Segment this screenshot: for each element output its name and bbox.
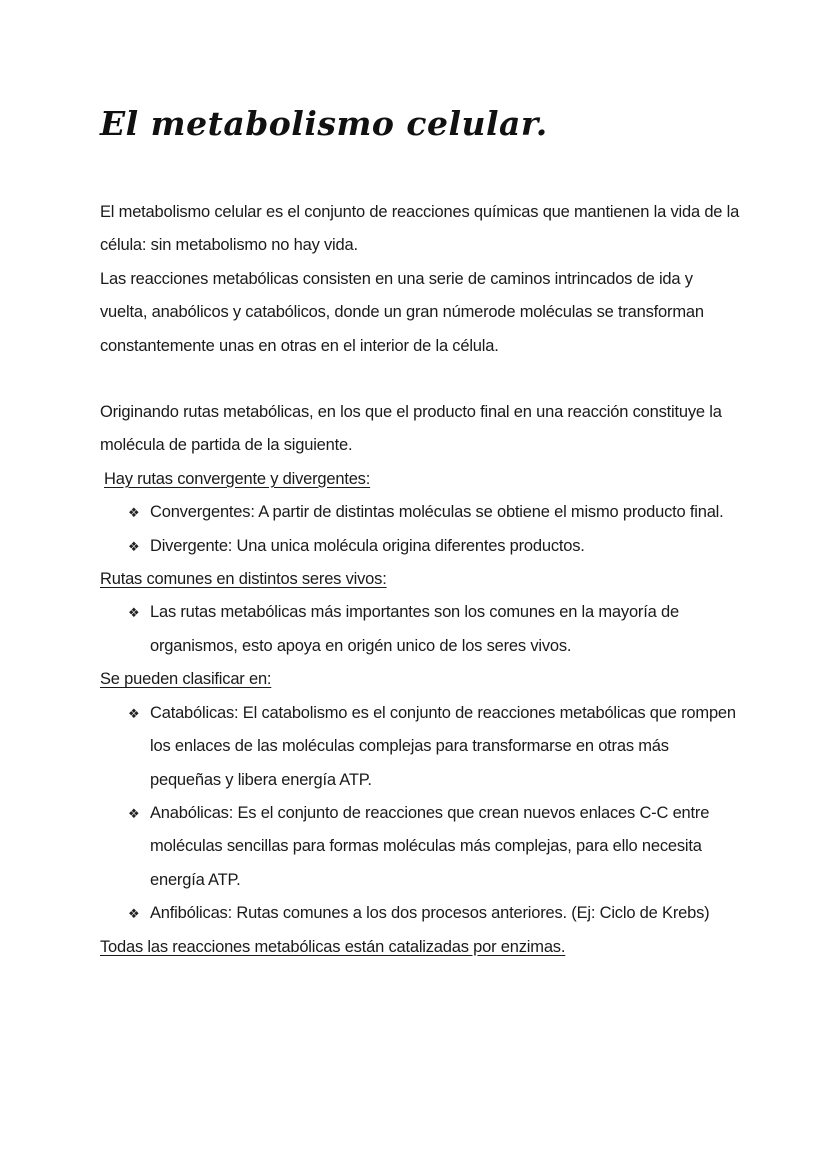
list-item: ❖ Convergentes: A partir de distintas moléculas se obtiene el mismo producto final. [100, 496, 740, 529]
section-heading-common-routes: Rutas comunes en distintos seres vivos: [100, 570, 387, 589]
diamond-bullet-icon: ❖ [128, 705, 140, 721]
section-heading-classification: Se pueden clasificar en: [100, 670, 272, 689]
spacer [100, 363, 740, 396]
list-item: ❖ Anfibólicas: Rutas comunes a los dos procesos anteriores. (Ej: Ciclo de Krebs) [100, 897, 740, 930]
list-item: ❖ Anabólicas: Es el conjunto de reacciones que crean nuevos enlaces C-C entre moléculas sencillas para formas moléculas más complejas, para ello necesita energía ATP. [100, 797, 740, 897]
intro-paragraph-1: El metabolismo celular es el conjunto de reacciones químicas que mantienen la vida de la célula: sin metabolismo no hay vida. [100, 203, 740, 255]
diamond-bullet-icon: ❖ [128, 538, 140, 554]
intro-paragraph-2: Las reacciones metabólicas consisten en una serie de caminos intrincados de ida y vuelta, anabólicos y catabólicos, donde un gran númerode moléculas se transforman constantemente unas en otras en el interior de la célula. [100, 269, 704, 355]
bullet-list-classification [100, 697, 740, 931]
rutas-paragraph: Originando rutas metabólicas, en los que el producto final en una reacción constituye la molécula de partida de la siguiente. [100, 403, 722, 455]
page-title: El metabolismo celular. [100, 104, 548, 143]
list-item: ❖ Divergente: Una unica molécula origina diferentes productos. [100, 530, 740, 563]
diamond-bullet-icon: ❖ [128, 805, 140, 821]
list-item: ❖ Las rutas metabólicas más importantes son los comunes en la mayoría de organismos, esto apoya en origén unico de los seres vivos. [100, 596, 740, 663]
section-heading-convergent: Hay rutas convergente y divergentes: [104, 469, 371, 488]
diamond-bullet-icon: ❖ [128, 906, 140, 922]
diamond-bullet-icon: ❖ [128, 605, 140, 621]
document-body [100, 196, 740, 964]
bullet-list-common-routes [100, 596, 740, 663]
list-item: ❖ Catabólicas: El catabolismo es el conjunto de reacciones metabólicas que rompen los enlaces de las moléculas complejas para transformarse en otras más pequeñas y libera energía ATP. [100, 697, 740, 797]
diamond-bullet-icon: ❖ [128, 505, 140, 521]
bullet-list-convergent [100, 496, 740, 563]
closing-statement: Todas las reacciones metabólicas están catalizadas por enzimas. [100, 937, 566, 956]
